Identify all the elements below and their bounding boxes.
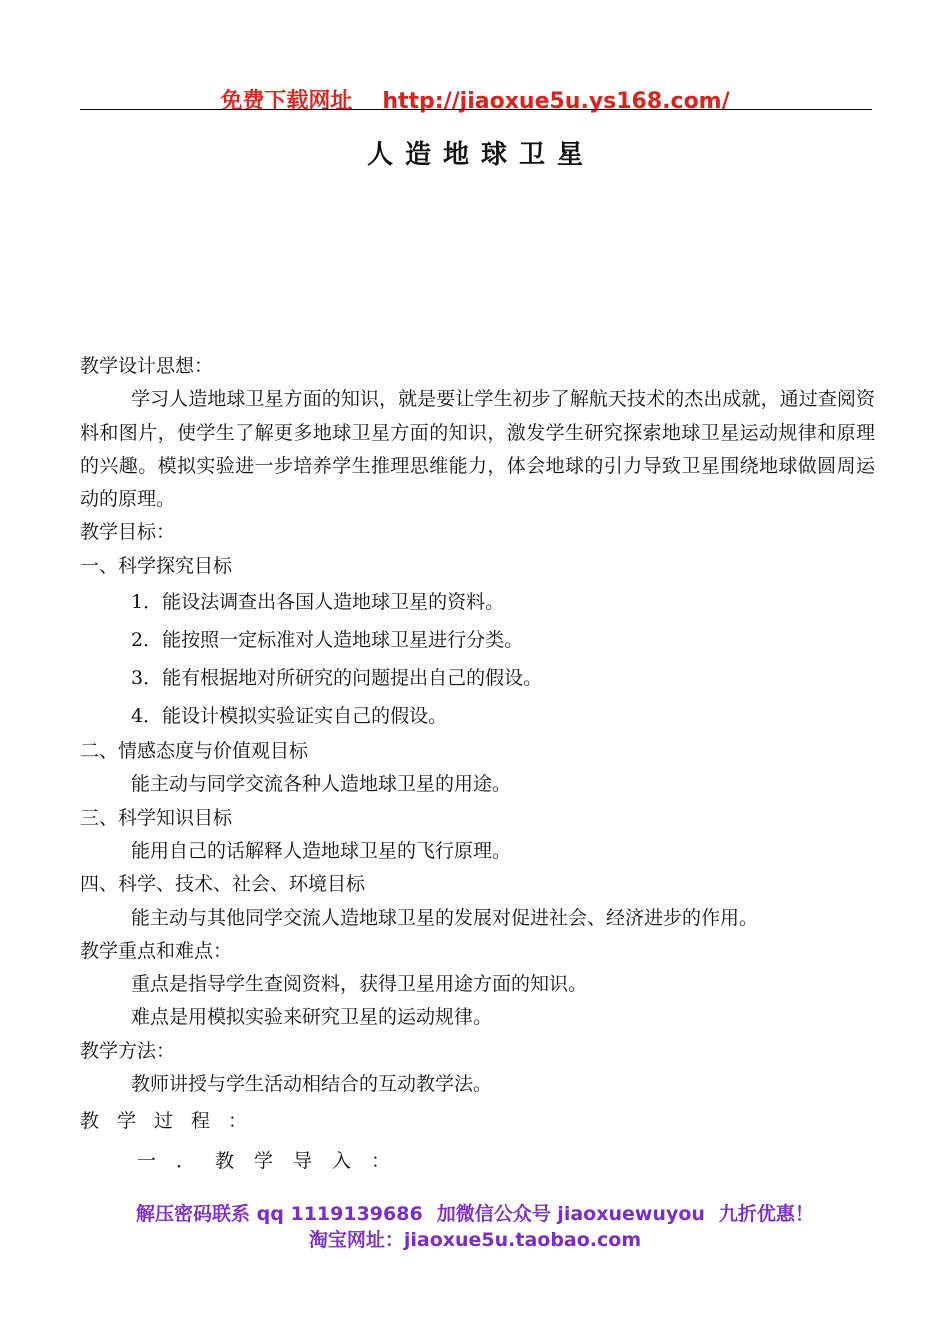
difficulty-text: 难点是用模拟实验来研究卫星的运动规律。 (131, 1006, 493, 1029)
footer-contact-line (80, 1199, 870, 1226)
keypoints-heading: 教学重点和难点： (80, 939, 233, 962)
section2-text: 能主动与同学交流各种人造地球卫星的用途。 (131, 773, 512, 796)
design-heading: 教学设计思想： (80, 355, 214, 377)
header-label: 免费下载网址 (220, 89, 353, 114)
process-step-1: 一．教学导入： (137, 1150, 411, 1173)
section2-heading: 二、情感态度与价值观目标 (80, 740, 309, 763)
design-paragraph: 学习人造地球卫星方面的知识，就是要让学生初步了解航天技术的杰出成就，通过查阅资料和图片，使学生了解更多地球卫星方面的知识，激发学生研究探索地球卫星运动规律和原理的兴趣。模拟实验进一步培养学生推理思维能力，体会地球的引力导致卫星围绕地球做圆周运动的原理。 (80, 388, 875, 511)
section4-text: 能主动与其他同学交流人造地球卫星的发展对促进社会、经济进步的作用。 (131, 906, 759, 929)
header-url-link[interactable]: http://jiaoxue5u.ys168.com/ (382, 89, 730, 114)
section3-text: 能用自己的话解释人造地球卫星的飞行原理。 (131, 839, 512, 862)
footer-discount: 九折优惠！ (718, 1203, 814, 1225)
header-divider (80, 109, 872, 110)
section1-heading: 一、科学探究目标 (80, 554, 233, 577)
download-header (80, 84, 870, 115)
methods-text: 教师讲授与学生活动相结合的互动教学法。 (131, 1073, 493, 1096)
methods-heading: 教学方法： (80, 1039, 176, 1062)
goal-item: 3．能有根据地对所研究的问题提出自己的假设。 (131, 667, 543, 690)
section3-heading: 三、科学知识目标 (80, 806, 233, 829)
goal-item: 4．能设计模拟实验证实自己的假设。 (131, 705, 448, 728)
footer-taobao-link[interactable]: 淘宝网址：jiaoxue5u.taobao.com (308, 1229, 642, 1251)
keypoint-text: 重点是指导学生查阅资料，获得卫星用途方面的知识。 (131, 973, 588, 996)
goal-item: 2．能按照一定标准对人造地球卫星进行分类。 (131, 629, 524, 652)
document-body (80, 350, 875, 1181)
footer-wechat: 加微信公众号 jiaoxuewuyou (436, 1203, 705, 1225)
goals-heading: 教学目标： (80, 521, 176, 544)
goal-item: 1．能设法调查出各国人造地球卫星的资料。 (131, 591, 505, 614)
footer-qq: 解压密码联系 qq 1119139686 (136, 1203, 423, 1225)
process-heading: 教学过程： (80, 1110, 266, 1133)
section4-heading: 四、科学、技术、社会、环境目标 (80, 873, 366, 896)
document-title: 人造地球卫星 (366, 140, 595, 170)
